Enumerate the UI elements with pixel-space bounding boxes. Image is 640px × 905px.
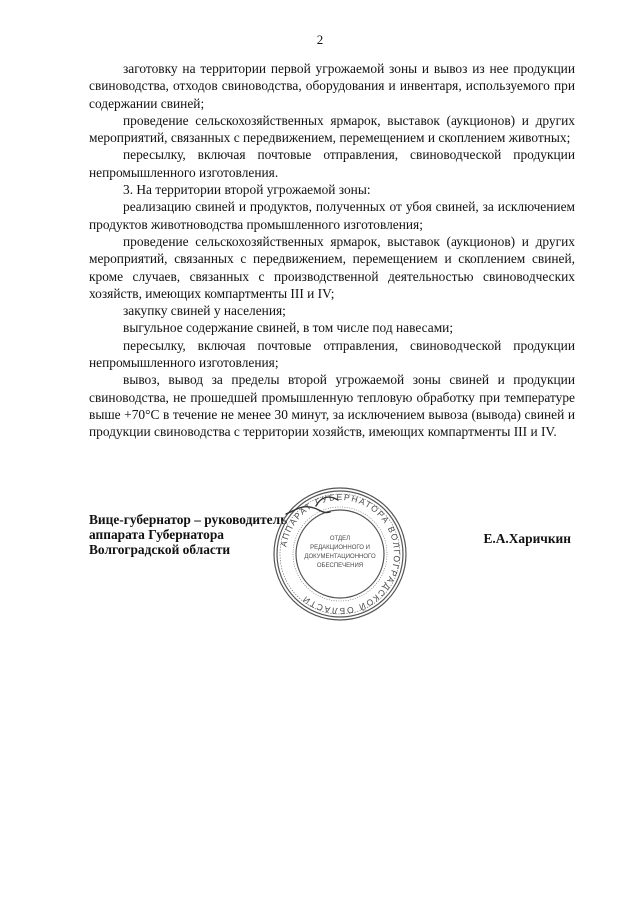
seal-inner-line: РЕДАКЦИОННОГО И (310, 545, 370, 551)
paragraph: пересылку, включая почтовые отправления, свиноводческой продукции непромышленного изготовления; (89, 337, 575, 371)
signatory-title-line: Волгоградской области (89, 542, 231, 557)
seal-inner-line: ОБЕСПЕЧЕНИЯ (316, 563, 364, 569)
document-body (89, 60, 575, 441)
paragraph: проведение сельскохозяйственных ярмарок, выставок (аукционов) и других мероприятий, связанных с передвижением, перемещением и скоплением свиней, кроме случаев, связанных с производственной деятельностью свиноводческих хозяйств, имеющих компартменты III и IV; (89, 233, 575, 301)
seal-inner-line: ДОКУМЕНТАЦИОННОГО (304, 554, 376, 560)
paragraph: пересылку, включая почтовые отправления, свиноводческой продукции непромышленного изготовления. (89, 147, 575, 180)
signatory-title (89, 512, 287, 557)
paragraph: выгульное содержание свиней, в том числе под навесами; (123, 320, 454, 336)
signatory-name: Е.А.Харичкин (483, 531, 571, 546)
seal-icon (268, 484, 412, 624)
official-seal-stamp (268, 484, 412, 624)
paragraph: заготовку на территории первой угрожаемой зоны и вывоз из нее продукции свиноводства, отходов свиноводства, оборудования и инвентаря, используемого при содержании свиней; (89, 61, 575, 111)
paragraph: вывоз, вывод за пределы второй угрожаемой зоны свиней и продукции свиноводства, не прошедшей промышленную тепловую обработку при температуре выше +70°С в течение не менее 30 минут, за исключением вывоза (вывода) свиней и продукции свиноводства с территории хозяйств, имеющих компартменты III и IV. (89, 372, 575, 440)
paragraph: реализацию свиней и продуктов, полученных от убоя свиней, за исключением продуктов животноводства промышленного изготовления; (89, 199, 575, 232)
page-number: 2 (316, 32, 324, 47)
paragraph: проведение сельскохозяйственных ярмарок, выставок (аукционов) и других мероприятий, связанных с передвижением, перемещением и скоплением животных; (89, 112, 575, 146)
section-heading: 3. На территории второй угрожаемой зоны: (123, 182, 371, 198)
signatory-title-line: Вице-губернатор – руководитель (89, 512, 288, 527)
seal-outer-text: АППАРАТ ГУБЕРНАТОРА ВОЛГОГРАДСКОЙ ОБЛАСТИ (278, 491, 403, 617)
signatory-title-line: аппарата Губернатора (89, 527, 224, 542)
seal-inner-line: ОТДЕЛ (329, 536, 351, 542)
paragraph: закупку свиней у населения; (123, 303, 286, 319)
